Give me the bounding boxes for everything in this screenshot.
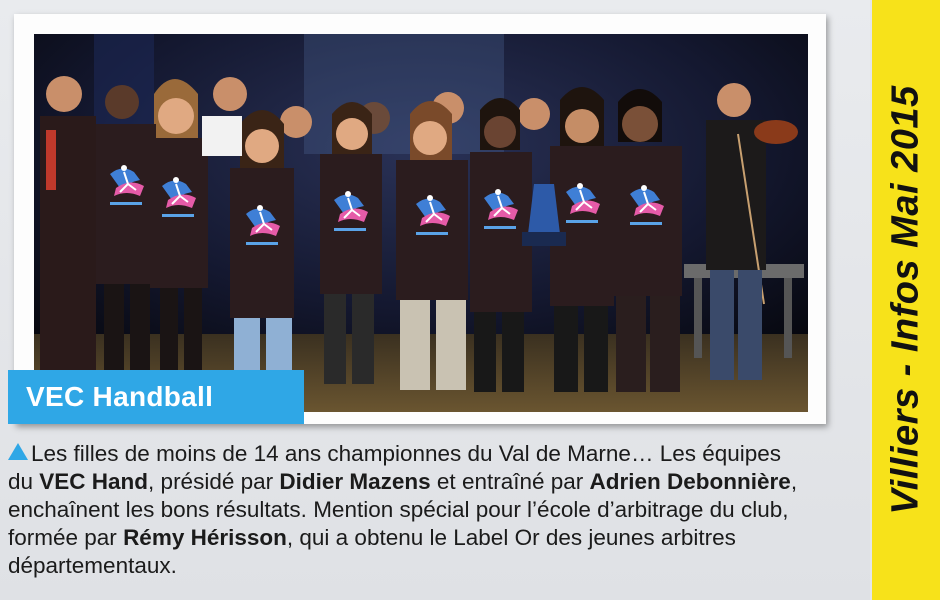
section-badge: VEC Handball (8, 370, 304, 424)
caption-bold-coach: Adrien Debonnière (589, 469, 791, 494)
caption-text: , enchaînent les bons résultats. Mention spécial pour l’école d’arbitrage du club, formée par (8, 469, 798, 550)
caption-text: , qui a obtenu le Label Or des jeunes arbitres départementaux. (8, 525, 736, 578)
caption-text: et entraîné par (430, 469, 590, 494)
team-photo-illustration (34, 34, 808, 412)
caption-bold-founder: Rémy Hérisson (123, 525, 287, 550)
team-photo (34, 34, 808, 412)
photo-card (14, 14, 826, 424)
caption-bold-club: VEC Hand (39, 469, 149, 494)
caption-text: Les filles de moins de 14 ans championnes du Val de Marne… Les équipes du (8, 441, 782, 494)
article-caption (8, 440, 808, 580)
side-banner-title: Villiers - Infos Mai 2015 (884, 85, 927, 515)
caption-bold-president: Didier Mazens (279, 469, 431, 494)
triangle-icon (8, 443, 28, 460)
caption-text: , présidé par (148, 469, 280, 494)
